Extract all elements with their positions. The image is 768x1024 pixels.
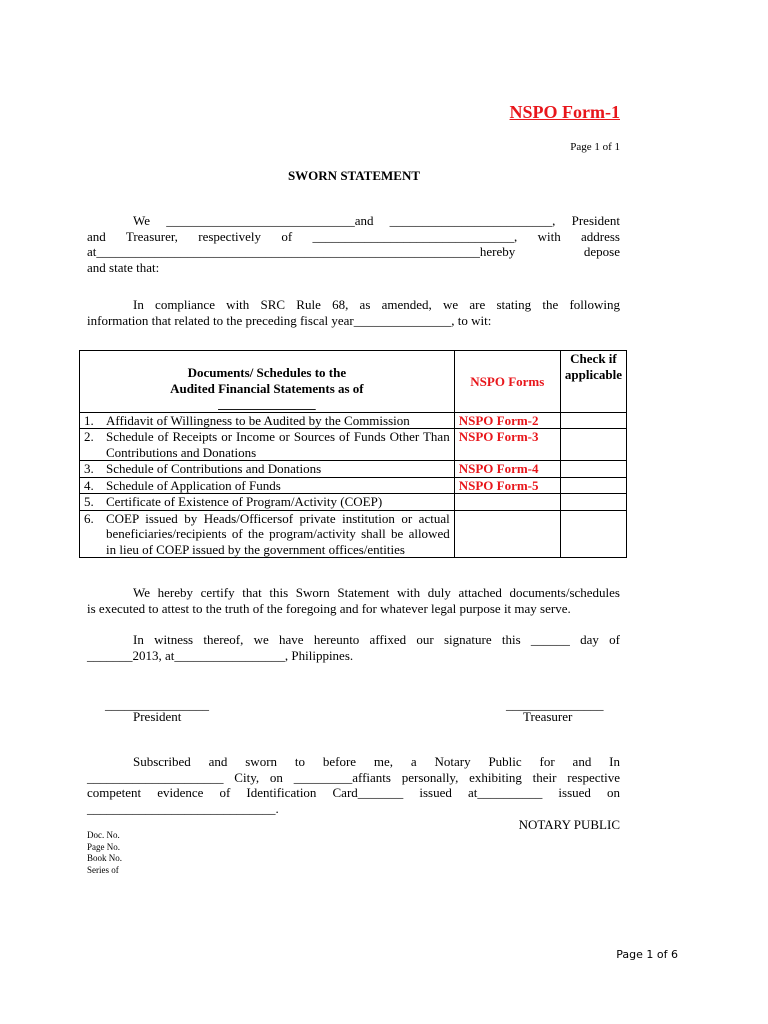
certify-line: We hereby certify that this Sworn Statement with duly attached documents/schedules [133,585,620,600]
document-cell [80,461,455,478]
certify-paragraph [87,585,620,616]
documents-table [79,350,627,558]
compliance-line: information that related to the preceding fiscal year_______________, to wit: [87,312,492,328]
treasurer-signature-line[interactable]: _______________ [506,697,604,712]
treasurer-label: Treasurer [523,709,573,724]
subscribed-line: _____________________________. [87,800,279,816]
document-text: COEP issued by Heads/Officersof private institution or actual beneficiaries/recipients of the program/activity shall be allowed in lieu of COEP issued by the government offices/entities [106,510,450,557]
row-number: 4. [84,477,94,493]
certify-line: is executed to attest to the truth of the foregoing and for whatever legal purpose it may serve. [87,600,571,616]
document-cell [80,412,455,429]
check-cell[interactable] [560,494,626,511]
row-number: 3. [84,461,94,476]
subscribed-line: competent evidence of Identification Card_______ issued at__________ issued on [87,785,620,800]
row-number: 2. [84,429,94,444]
row-number: 6. [84,510,94,526]
form-cell [454,510,560,558]
book-no-label: Book No. [87,853,123,863]
check-cell[interactable] [560,510,626,558]
witness-line: In witness thereof, we have hereunto affixed our signature this ______ day of [133,632,620,647]
form-cell: NSPO Form-2 [454,412,560,429]
header-documents-line: _______________ [218,396,316,411]
header-check-if-applicable [560,351,626,413]
witness-line: _______2013, at_________________, Philippines. [87,647,354,663]
footer-page-number: Page 1 of 6 [616,948,678,961]
table-row [80,412,627,429]
page-count: Page 1 of 1 [570,141,620,153]
table-row [80,494,627,511]
intro-line: and state that: [87,259,160,275]
header-documents-line: Documents/ Schedules to the [187,365,347,380]
table-row [80,461,627,478]
document-cell [80,477,455,494]
document-text: Schedule of Contributions and Donations [106,461,322,476]
doc-no-label: Doc. No. [87,830,120,840]
document-text: Affidavit of Willingness to be Audited by the Commission [106,412,410,428]
document-text: Schedule of Application of Funds [106,477,281,493]
intro-line: and Treasurer, respectively of _______________________________, with address [87,228,620,244]
notary-public-label: NOTARY PUBLIC [518,817,620,832]
document-text: Certificate of Existence of Program/Activity (COEP) [106,494,383,509]
document-cell [80,510,455,558]
series-of-label: Series of [87,864,119,875]
subscribed-line: Subscribed and sworn to before me, a Notary Public for and In [133,754,620,769]
header-check-line: applicable [564,366,622,382]
document-cell [80,494,455,511]
table-header-row [80,351,627,413]
witness-paragraph [87,632,620,663]
intro-line: We _____________________________and _________________________, President [133,213,620,228]
row-number: 1. [84,412,94,428]
table-row [80,429,627,461]
form-cell: NSPO Form-5 [454,477,560,494]
check-cell[interactable] [560,412,626,429]
page-no-label: Page No. [87,841,120,852]
document-metadata [87,830,122,876]
compliance-paragraph [87,297,620,328]
check-cell[interactable] [560,477,626,494]
header-documents-line: Audited Financial Statements as of [170,380,364,396]
header-documents [80,351,455,413]
compliance-line: In compliance with SRC Rule 68, as amended, we are stating the following [133,297,620,312]
intro-paragraph [87,213,620,275]
table-row [80,477,627,494]
president-signature-line[interactable]: ________________ [105,697,209,712]
form-cell: NSPO Form-4 [454,461,560,478]
document-title: SWORN STATEMENT [287,168,421,183]
president-label: President [133,709,182,724]
form-cell [454,494,560,511]
document-text: Schedule of Receipts or Income or Sources of Funds Other Than Contributions and Donations [106,429,450,460]
form-cell: NSPO Form-3 [454,429,560,461]
header-check-line: Check if [570,351,617,366]
row-number: 5. [84,494,94,509]
check-cell[interactable] [560,429,626,461]
subscribed-paragraph [87,754,620,816]
table-row [80,510,627,558]
subscribed-line: _____________________ City, on _________affiants personally, exhibiting their respective [87,769,620,785]
form-title: NSPO Form-1 [509,102,620,122]
document-cell [80,429,455,461]
check-cell[interactable] [560,461,626,478]
header-nspo-forms: NSPO Forms [454,351,560,413]
intro-line: at___________________________________________________________hereby depose [87,244,620,259]
